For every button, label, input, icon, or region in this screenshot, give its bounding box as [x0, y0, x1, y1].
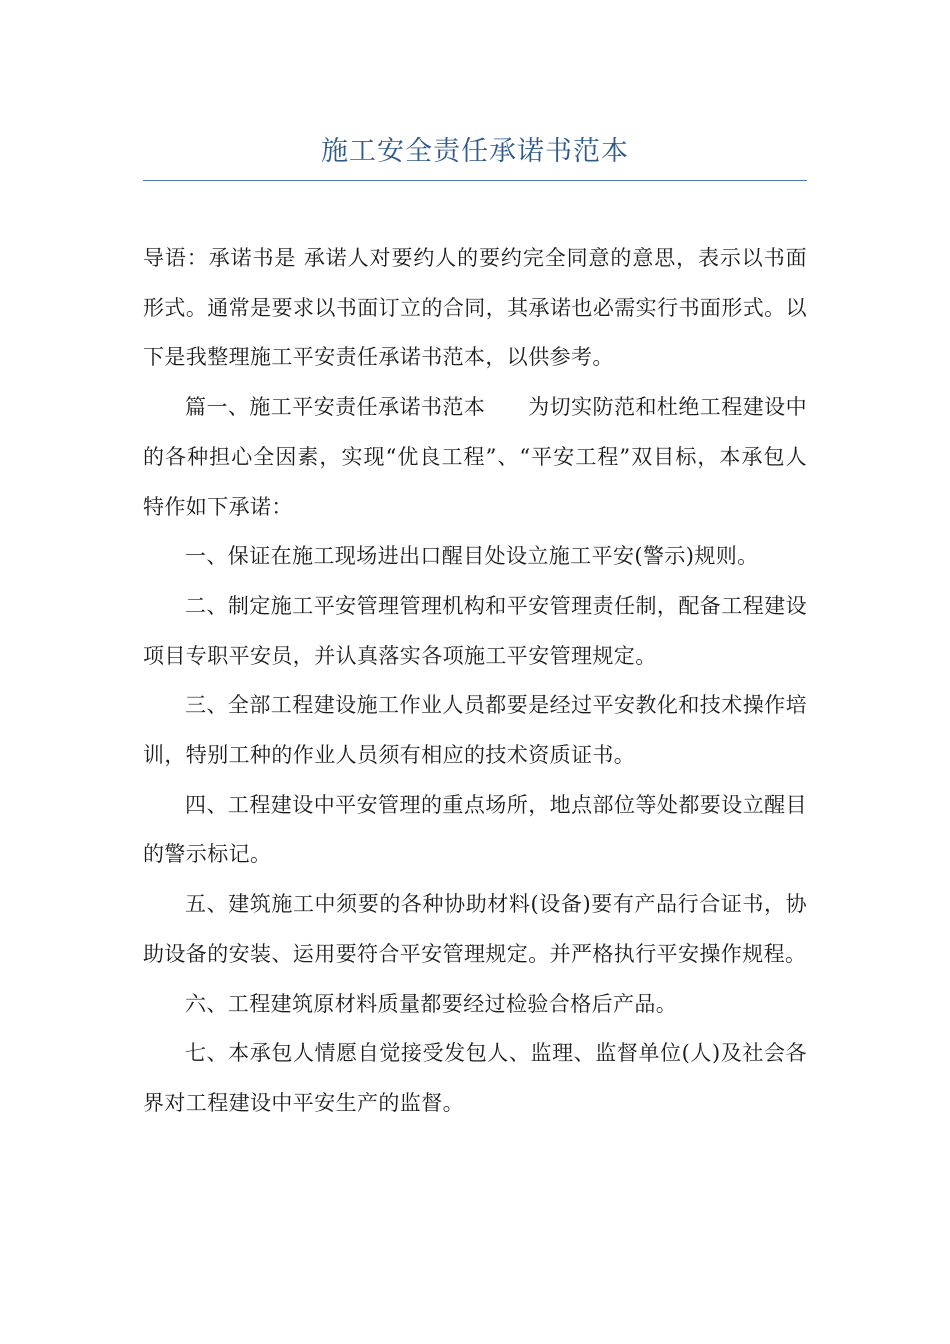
section-one-paragraph: 篇一、施工平安责任承诺书范本 为切实防范和杜绝工程建设中的各种担心全因素，实现“优良工程”、“平安工程”双目标，本承包人特作如下承诺： [143, 395, 807, 519]
intro-paragraph: 导语：承诺书是 承诺人对要约人的要约完全同意的意思，表示以书面形式。通常是要求以书面订立的合同，其承诺也必需实行书面形式。以下是我整理施工平安责任承诺书范本，以供参考。 [143, 246, 807, 370]
title-underline [143, 180, 807, 181]
document-title: 施工安全责任承诺书范本 [321, 136, 629, 167]
document-body [143, 234, 807, 1129]
commitment-item-6: 六、工程建筑原材料质量都要经过检验合格后产品。 [185, 991, 678, 1016]
commitment-item-1: 一、保证在施工现场进出口醒目处设立施工平安(警示)规则。 [185, 544, 759, 569]
commitment-item-5: 五、建筑施工中须要的各种协助材料(设备)要有产品行合证书，协助设备的安装、运用要符合平安管理规定。并严格执行平安操作规程。 [143, 892, 807, 966]
commitment-item-2: 二、制定施工平安管理管理机构和平安管理责任制，配备工程建设项目专职平安员，并认真落实各项施工平安管理规定。 [143, 593, 807, 668]
commitment-item-4: 四、工程建设中平安管理的重点场所，地点部位等处都要设立醒目的警示标记。 [143, 792, 807, 867]
commitment-item-7: 七、本承包人情愿自觉接受发包人、监理、监督单位(人)及社会各界对工程建设中平安生产的监督。 [143, 1041, 807, 1115]
commitment-item-3: 三、全部工程建设施工作业人员都要是经过平安教化和技术操作培训，特别工种的作业人员须有相应的技术资质证书。 [143, 693, 807, 768]
